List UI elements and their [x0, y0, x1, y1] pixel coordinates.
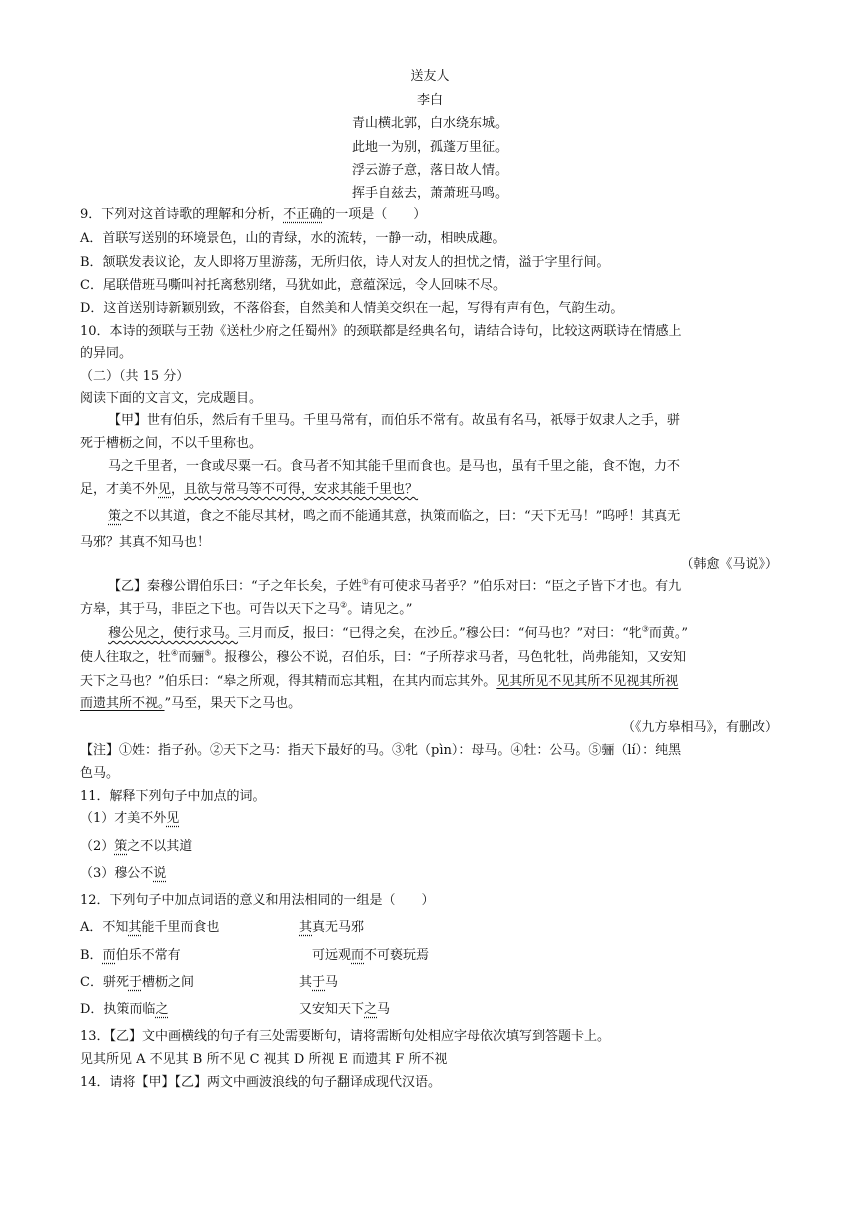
yi-text: 。报穆公，穆公不说，召伯乐，曰：“子所荐求马者，马色牝牡，尚弗能知，又安知 [211, 650, 687, 665]
q12-text: C．骈死 [80, 975, 129, 990]
q9-option-a: A．首联写送别的环境景色，山的青绿，水的流转，一静一动，相映成趣。 [80, 231, 506, 246]
q11-text: （1）才美不外 [80, 811, 167, 826]
q11-text: 之不以其道 [127, 839, 193, 854]
dotted-word: 之 [155, 1002, 169, 1017]
yi-text: 方皋，其于马，非臣之下也。可告以天下之马 [80, 602, 341, 617]
jia-paragraph-3 [108, 508, 680, 526]
yi-text: ”马至，果天下之马也。 [164, 696, 302, 711]
yi-paragraph-2 [108, 625, 688, 643]
dotted-word: 策 [108, 509, 122, 524]
jia-paragraph-2: 马之千里者，一食或尽粟一石。食马者不知其能千里而食也。是马也，虽有千里之能，食不饱，力不 [108, 459, 681, 474]
poem-author: 李白 [416, 93, 443, 108]
yi-text: 三月而反，报曰：“已得之矣，在沙丘。”穆公曰：“何马也？”对曰：“牝 [238, 626, 642, 641]
q9-stem-end: 的一项是（ ） [322, 207, 427, 222]
dotted-word: 而 [102, 948, 116, 963]
section-header: （二）（共 15 分） [80, 369, 190, 384]
footnote-mark: ② [340, 600, 348, 610]
q9-option-c: C．尾联借班马嘶叫衬托离愁别绪，马犹如此，意蕴深远，令人回味不尽。 [80, 278, 506, 293]
q11-text: （2） [80, 839, 115, 854]
jia-paragraph-1: 【甲】世有伯乐，然后有千里马。千里马常有，而伯乐不常有。故虽有名马，祇辱于奴隶人之手，骈 [108, 413, 681, 428]
question-10-cont: 的异同。 [80, 346, 133, 361]
dotted-word: 见 [166, 811, 180, 826]
q12-text: 伯乐不常有 [115, 948, 181, 963]
jia-text: ， [171, 482, 185, 497]
yi-text: 。请见之。” [347, 602, 413, 617]
q12-text: 其 [299, 975, 313, 990]
q12-text: 可远观 [312, 948, 352, 963]
q12-text: D．执策而临 [80, 1002, 156, 1017]
underlined-sentence: 而遗其所不视。 [80, 696, 165, 711]
q12-text: 槽枥之间 [141, 975, 194, 990]
jia-text: 足，才美不外 [80, 482, 159, 497]
yi-text: 有可使求马者乎？”伯乐对曰：“臣之子皆下才也。有九 [368, 579, 682, 594]
dotted-word: 其 [128, 920, 142, 935]
jia-paragraph-2-cont [80, 481, 418, 499]
dotted-word: 于 [312, 975, 326, 990]
dotted-word: 其 [299, 920, 313, 935]
q12-option-a-right [299, 919, 364, 937]
q12-text: 又安知天下 [299, 1002, 365, 1017]
q9-option-b: B．颔联发表议论，友人即将万里游荡，无所归依，诗人对友人的担忧之情，溢于字里行间。 [80, 255, 610, 270]
yi-paragraph-2-line4 [80, 695, 301, 713]
jia-source: （韩愈《马说》） [680, 557, 778, 572]
dotted-word: 于 [128, 975, 142, 990]
dotted-word: 说 [153, 866, 167, 881]
footnote-mark: ① [361, 577, 369, 587]
q11-text: （3）穆公不 [80, 866, 154, 881]
q12-option-c-left [80, 974, 194, 992]
q9-emphasis: 不正确 [283, 207, 323, 222]
q12-text: 不可亵玩焉 [364, 948, 430, 963]
q9-stem-text: 9．下列对这首诗歌的理解和分析， [80, 207, 284, 222]
question-9-stem [80, 206, 426, 224]
dotted-word: 见 [158, 482, 172, 497]
q11-item-3 [80, 865, 166, 883]
q12-text: A．不知 [80, 920, 129, 935]
yi-paragraph-1 [108, 578, 681, 596]
q12-text: 能千里而食也 [141, 920, 220, 935]
dotted-word: 之 [364, 1002, 378, 1017]
yi-text: 【乙】秦穆公谓伯乐曰：“子之年长矣，子姓 [108, 579, 362, 594]
dotted-word: 而 [351, 948, 365, 963]
footnote-mark: ⑤ [204, 648, 212, 658]
notes: 【注】①姓：指子孙。②天下之马：指天下最好的马。③牝（pìn）：母马。④牡：公马。⑤骊（lí）：纯黑 [80, 743, 682, 758]
q12-text: 真无马邪 [312, 920, 365, 935]
jia-paragraph-3-cont: 马邪？其真不知马也！ [80, 535, 211, 550]
yi-source: （《九方皋相马》，有删改） [621, 720, 778, 735]
yi-paragraph-1-cont [80, 601, 412, 619]
wavy-sentence: 且欲与常马等不可得，安求其能千里也？ [184, 482, 419, 497]
q9-option-d: D．这首送别诗新颖别致，不落俗套，自然美和人情美交织在一起，写得有声有色，气韵生动。 [80, 301, 624, 316]
question-10: 10．本诗的颈联与王勃《送杜少府之任蜀州》的颈联都是经典名句，请结合诗句，比较这两联诗在情感上 [80, 324, 682, 339]
question-14: 14．请将【甲】【乙】两文中画波浪线的句子翻译成现代汉语。 [80, 1075, 442, 1090]
q12-text: B． [80, 948, 103, 963]
yi-text: 而黄。” [648, 626, 689, 641]
jia-text: 之不以其道，食之不能尽其材，鸣之而不能通其意，执策而临之，曰：“天下无马！”呜呼！其真无 [121, 509, 681, 524]
yi-text: 天下之马也？”伯乐曰：“皋之所观，得其精而忘其粗，在其内而忘其外。 [80, 674, 497, 689]
poem-line: 青山横北郭，白水绕东城。 [351, 116, 508, 131]
wavy-sentence: 穆公见之，使行求马。 [108, 626, 239, 641]
q12-option-c-right [299, 974, 338, 992]
q12-option-b-left [80, 947, 181, 965]
q12-option-a-left [80, 919, 219, 937]
footnote-mark: ④ [171, 648, 179, 658]
question-13: 13．【乙】文中画横线的句子有三处需要断句，请将需断句处相应字母依次填写到答题卡上。 [80, 1029, 611, 1044]
poem-title: 送友人 [410, 69, 450, 84]
q12-option-d-left [80, 1001, 168, 1019]
yi-text: 而骊 [178, 650, 205, 665]
poem-line: 挥手自兹去，萧萧班马鸣。 [351, 186, 508, 201]
yi-text: 使人往取之，牡 [80, 650, 172, 665]
q12-option-b-right [312, 947, 429, 965]
question-13-sentence: 见其所见 A 不见其 B 所不见 C 视其 D 所视 E 而遗其 F 所不视 [80, 1052, 448, 1067]
footnote-mark: ③ [641, 624, 649, 634]
q11-item-2 [80, 838, 192, 856]
question-11: 11．解释下列句子中加点的词。 [80, 789, 266, 804]
q12-text: 马 [377, 1002, 391, 1017]
q12-option-d-right [299, 1001, 390, 1019]
underlined-sentence: 见其所见不见其所不见视其所视 [496, 674, 679, 689]
section-intro: 阅读下面的文言文，完成题目。 [80, 391, 263, 406]
jia-paragraph-1-cont: 死于槽枥之间，不以千里称也。 [80, 436, 263, 451]
yi-paragraph-2-line3 [80, 673, 678, 691]
q11-item-1 [80, 810, 179, 828]
notes-cont: 色马。 [80, 766, 120, 781]
dotted-word: 策 [114, 839, 128, 854]
q12-text: 马 [325, 975, 339, 990]
question-12: 12．下列句子中加点词语的意义和用法相同的一组是（ ） [80, 893, 435, 908]
yi-paragraph-2-cont [80, 649, 686, 667]
poem-line: 此地一为别，孤蓬万里征。 [351, 140, 508, 155]
poem-line: 浮云游子意，落日故人情。 [351, 163, 508, 178]
